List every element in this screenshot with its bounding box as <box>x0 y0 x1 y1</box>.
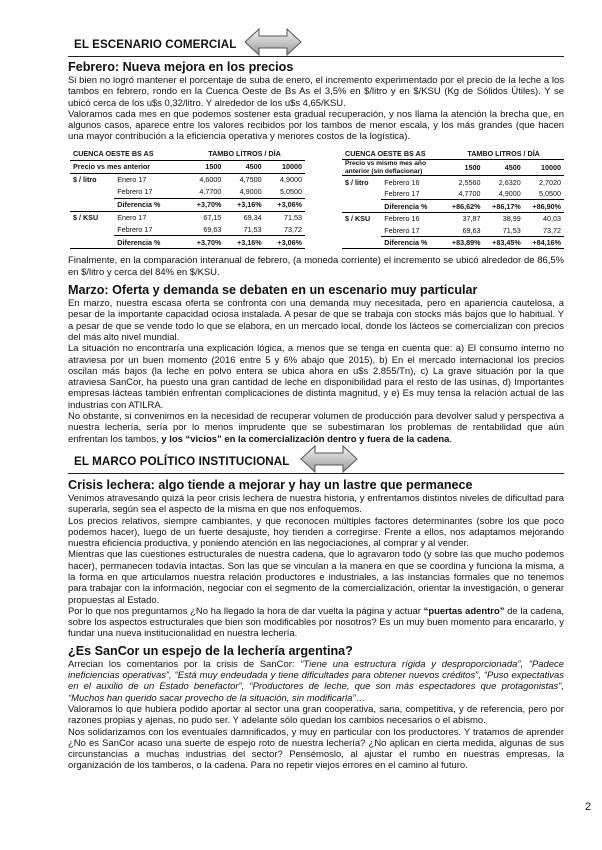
heading-sancor: ¿Es SanCor un espejo de la lechería argentina? <box>68 643 353 658</box>
table-cell: +84,16% <box>524 236 564 249</box>
page-content <box>68 30 564 772</box>
text-run: No obstante, si convenimos en la necesidad de recuperar volumen de producción para devolver salud y perspectiva a nuestra lechería, sería por lo menos imprudente que se subestimaran los problemas de rentabilidad que aún enfrentan los tambos, <box>68 411 564 445</box>
table-cell: 4,9000 <box>239 187 262 197</box>
row-label: Febrero 17 <box>117 187 153 197</box>
table-cell: 73,72 <box>284 225 302 234</box>
paragraph: Valoramos lo que hubiera podido aportar al sector una gran cooperativa, sana, competitiva, y de referencia, pero por razones propias y ajenas, no pudo ser. Y adelante sólo quedan los cambios necesarios o el abismo. <box>68 703 564 727</box>
table-subtitle: Precio vs mes anterior <box>73 162 151 172</box>
table-cell: 4,9000 <box>498 189 521 199</box>
table-header-row <box>70 160 305 173</box>
paragraph <box>68 659 564 704</box>
table-row <box>70 236 305 249</box>
section-title: EL ESCENARIO COMERCIAL <box>74 38 237 51</box>
table-cell: 38,99 <box>502 214 521 224</box>
column-header: 4500 <box>504 163 521 173</box>
table-cell: +83,89% <box>443 236 483 249</box>
table-row <box>70 224 305 236</box>
table-cell: +86,62% <box>443 200 483 213</box>
table-cell: 40,03 <box>543 214 561 224</box>
table-header-row <box>70 148 305 160</box>
paragraph: Valoramos cada mes en que podemos sostener esta gradual recuperación, y nos llama la atención la brecha que, en algunos casos, aparece entre los valores recibidos por los tambos de menor escala, y los más grandes (que hacen una mayor contribución a la eficiencia operativa y menores costos de la logística). <box>68 108 564 143</box>
price-tables <box>70 148 564 250</box>
column-header: 10000 <box>541 163 561 173</box>
heading-marzo: Marzo: Oferta y demanda se debaten en un escenario muy particular <box>68 283 478 298</box>
table-cell: 4,9000 <box>280 175 302 185</box>
table-price-vs-same-month-last-year <box>342 148 564 250</box>
page-number: 2 <box>585 801 592 813</box>
row-label: Febrero 17 <box>384 225 420 235</box>
table-cell: +3,16% <box>224 198 264 211</box>
table-cell: +3,70% <box>184 236 224 249</box>
table-header-row <box>342 160 564 176</box>
table-cell: 73,72 <box>543 225 561 235</box>
paragraph: En marzo, nuestra escasa oferta se confronta con una demanda muy necesitada, pero en apariencia cautelosa, a pesar de la importante capacidad ociosa instalada. A pesar de que se trabaja con stocks más bajos que lo habitual. Y a pesar de que se vende todo lo que se elabora, en un mercado local, donde los lácteos se comercializan con precios del más alto nivel mundial. <box>68 298 564 343</box>
unit-label: $ / KSU <box>73 213 99 223</box>
table-cell: +3,70% <box>184 198 224 211</box>
table-row <box>342 236 564 249</box>
table-row <box>70 198 305 211</box>
table-row <box>70 186 305 198</box>
paragraph: Si bien no logró mantener el porcentaje de suba de enero, el incremento experimentado por el precio de la leche a los tambos en febrero, rondo en la Cuenca Oeste de Bs As el 3,5% en $/litro y en $/KSU (Kg de Sólidos Útiles). Y se ubicó cerca de los u$s 0,32/litro. Y alrededor de los u$s 4,65/KSU. <box>68 75 564 109</box>
row-label: Diferencia % <box>114 198 184 211</box>
bold-text: “puertas adentro” <box>423 605 505 617</box>
table-price-vs-previous-month <box>70 148 305 250</box>
table-header-row <box>342 148 564 160</box>
table-group-header: TAMBO LITROS / DÍA <box>467 149 540 159</box>
heading-crisis-lechera: Crisis lechera: algo tiende a mejorar y hay un lastre que permanece <box>68 477 473 492</box>
table-cell: 69,63 <box>203 225 222 234</box>
table-subtitle <box>342 160 443 176</box>
column-header: 10000 <box>282 162 302 172</box>
table-subtitle-line: Precio vs mismo mes año <box>345 160 426 168</box>
quoted-comments: “Tiene una estructura rígida y desproporcionada”, “Padece ineficiencias operativas”, “Está muy endeudada y tiene dificultades para obtener nuevos créditos”, “Puso expectativas en el auxilio de un Estado benefactor”, “Productores de leche, que son más espectadores que protagonistas”, “Muchos han querido sacar provecho de la situación, sin modificarla” <box>68 658 565 704</box>
row-label: Diferencia % <box>381 236 443 249</box>
table-group-header: TAMBO LITROS / DÍA <box>208 149 281 159</box>
table-cell: 71,53 <box>284 213 302 223</box>
paragraph: Finalmente, en la comparación interanual de febrero, (a moneda corriente) el incremento se ubicó alrededor de 86,5% en $/litro y cerca del 84% en $/KSU. <box>68 255 564 278</box>
section-title: EL MARCO POLÍTICO INSTITUCIONAL <box>74 454 290 468</box>
table-cell: 2,7020 <box>539 177 561 187</box>
table-cell: +3,06% <box>265 198 305 211</box>
table-row <box>342 176 564 188</box>
table-cell: 2,5560 <box>458 177 481 187</box>
table-cell: 5,0500 <box>280 187 302 197</box>
paragraph <box>68 606 564 640</box>
text-run: de la cadena, sobre los aspectos estructurales que bien son modificables por nosotros? Es un muy buen momento para encararlo, y fundar una nueva institucionalidad en nuestra lechería. <box>68 605 564 640</box>
column-header: 1500 <box>464 163 481 173</box>
row-label: Diferencia % <box>114 236 184 249</box>
unit-label: $ / litro <box>73 175 97 185</box>
unit-label: $ / litro <box>345 177 369 187</box>
table-cell: +3,06% <box>265 236 305 249</box>
heading-febrero: Febrero: Nueva mejora en los precios <box>68 60 294 74</box>
row-label: Enero 17 <box>117 175 147 185</box>
table-cell: 2,6320 <box>498 177 521 187</box>
row-label: Febrero 16 <box>384 177 420 187</box>
table-row <box>70 173 305 185</box>
table-cell: 37,87 <box>462 214 481 224</box>
row-label: Enero 17 <box>117 213 147 223</box>
column-header: 1500 <box>205 162 222 172</box>
row-label: Diferencia % <box>381 200 443 213</box>
table-row <box>70 211 305 223</box>
table-cell: 67,15 <box>203 213 222 223</box>
table-cell: 69,63 <box>462 225 481 235</box>
table-title: CUENCA OESTE BS AS <box>345 149 426 159</box>
table-subtitle-line: anterior (sin deflacionar) <box>345 167 423 175</box>
paragraph: Mientras que las cuestiones estructurales de nuestra cadena, que lo agravaron todo (y sobre las que mucho podemos hacer), permanecen todavía intactas. Son las que se vinculan a la manera en que se coordina y funciona la misma, a la forma en que articulamos nuestra relación productores e industriales, a las instancias formales que no tenemos para trabajar con la información, negociar con el segmento de la comercialización, orientar la investigación, o generar propuestas al Estado. <box>68 549 564 606</box>
table-row <box>342 188 564 200</box>
table-cell: 71,53 <box>243 225 262 234</box>
text-run: Arrecian los comentarios por la crisis de SanCor: <box>68 658 301 670</box>
table-row <box>342 200 564 213</box>
double-arrow-icon <box>300 444 358 474</box>
table-cell: +3,16% <box>224 236 264 249</box>
table-cell: 4,7700 <box>458 189 481 199</box>
row-label: Febrero 16 <box>384 214 420 224</box>
paragraph: Los precios relativos, siempre cambiantes, y que reconocen múltiples factores determinantes (sobre los que poco podemos hacer), luego de un fuerte desajuste, hoy tienden a corregirse. Frente a ellos, nos adaptamos mejorando nuestra eficiencia productiva, y poniendo atención en las negociaciones, al comprar y al vender. <box>68 515 564 550</box>
double-arrow-icon <box>244 27 302 57</box>
row-label: Febrero 17 <box>117 225 153 234</box>
table-cell: 4,7500 <box>239 175 262 185</box>
paragraph <box>68 411 564 445</box>
column-header: 4500 <box>245 162 262 172</box>
table-cell: +86,17% <box>483 200 523 213</box>
table-cell: 4,7700 <box>199 187 222 197</box>
table-cell: 71,53 <box>502 225 521 235</box>
section-header-marco-politico <box>68 447 564 474</box>
table-cell: 5,0500 <box>539 189 561 199</box>
paragraph: La situación no encontraría una explicación lógica, a menos que se tenga en cuenta que: a) El consumo interno no atraviesa por un buen momento (2016 entre 5 y 6% abajo que 2015), b) En el mercado internacional los precios oscilan más bajos (la leche en polvo entera se ubica ahora en u$s 2.855/Tn), c) La grave situación por la que atraviesa SanCor, ha puesto una gran cantidad de leche en disponibilidad para el resto de las usinas, d) Importantes empresas lácteas también enfrentan complicaciones de distinta magnitud, y e) Es muy tensa la relación actual de las industrias con ATILRA. <box>68 343 564 411</box>
table-cell: +86,90% <box>524 200 564 213</box>
table-title: CUENCA OESTE BS AS <box>73 149 154 159</box>
bold-text: y los “vicios” en la comercialización dentro y fuera de la cadena <box>161 433 450 445</box>
table-cell: 4,6000 <box>199 175 222 185</box>
text-run: Por lo que nos preguntarnos ¿No ha llegado la hora de dar vuelta la página y actuar <box>68 605 424 617</box>
text-run: … <box>355 692 365 704</box>
table-row <box>342 224 564 236</box>
unit-label: $ / KSU <box>345 214 371 224</box>
table-cell: 69,34 <box>243 213 262 223</box>
paragraph: Nos solidarizamos con los eventuales damnificados, y muy en particular con los productores. Y tratamos de aprender ¿No es SanCor acaso una suerte de espejo roto de nuestra lechería? ¿No aplican en cierta medida, algunas de sus circunstancias a muchas industrias del sector? Pensémoslo, al ajustar el rumbo en nuestras empresas, la organización de los tamberos, o la cadena. Para no repetir viejos errores en el camino al futuro. <box>68 726 564 772</box>
text-run: . <box>449 433 452 445</box>
table-cell: +83,45% <box>483 236 523 249</box>
row-label: Febrero 17 <box>384 189 420 199</box>
table-row <box>342 212 564 224</box>
section-header-escenario-comercial <box>68 30 564 57</box>
paragraph: Venimos atravesando quizá la peor crisis lechera de nuestra historia, y enfrentamos distintos niveles de dificultad para superarla, según sea el aspecto de la misma en que nos enfoquemos. <box>68 492 564 516</box>
